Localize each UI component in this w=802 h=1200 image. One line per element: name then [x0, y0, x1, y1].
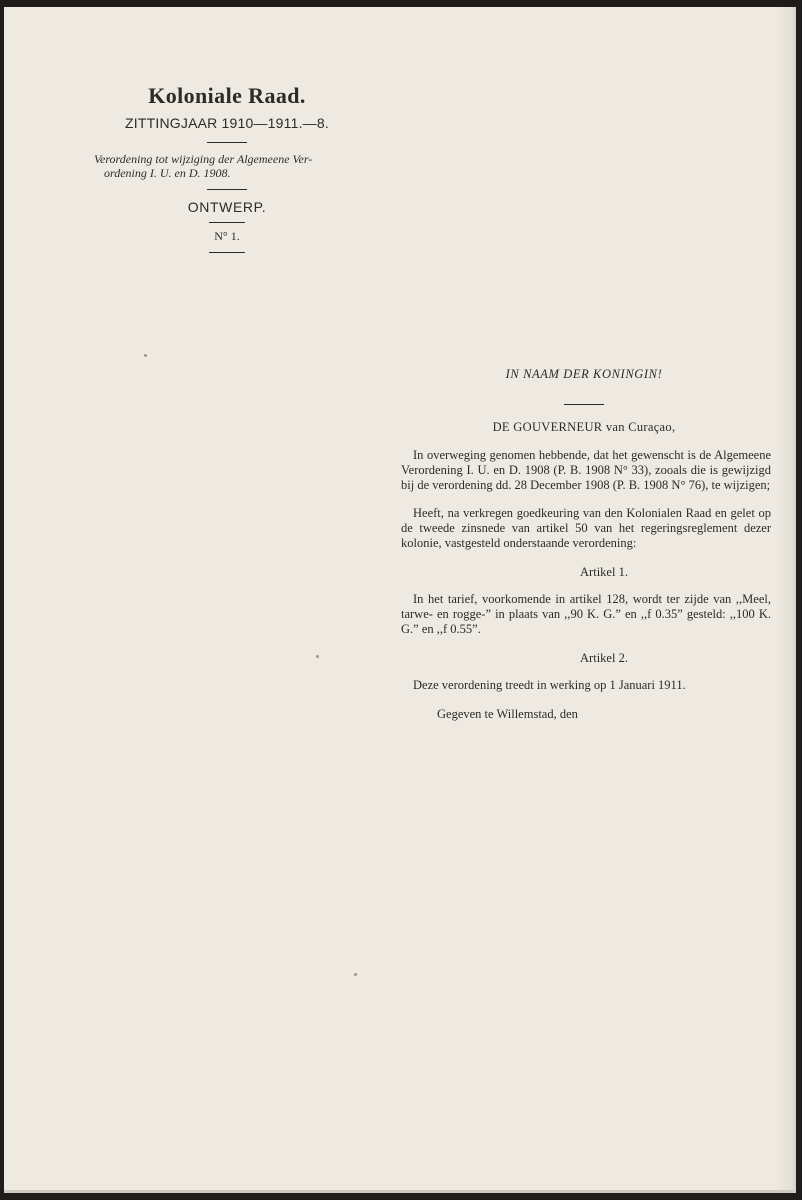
- ordinance-subject: [92, 152, 362, 180]
- subject-line-2: ordening I. U. en D. 1908.: [104, 166, 231, 180]
- council-title: Koloniale Raad.: [148, 83, 306, 108]
- draft-label: ONTWERP.: [187, 199, 267, 215]
- royal-invocation: IN NAAM DER KONINGIN!: [505, 367, 663, 381]
- document-page: [4, 7, 796, 1193]
- draft-divider: [209, 222, 245, 223]
- document-number: N° 1.: [214, 229, 240, 243]
- paper-speck: [144, 354, 147, 357]
- subject-divider: [207, 189, 247, 190]
- enactment-paragraph: Heeft, na verkregen goedkeuring van den Kolonialen Raad en gelet op de tweede zinsnede van artikel 50 van het regeringsreglement dezer kolonie, vastgesteld onderstaande verordening:: [401, 506, 771, 550]
- governor-line: DE GOUVERNEUR van Curaçao,: [492, 420, 676, 434]
- article-2-text: Deze verordening treedt in werking op 1 Januari 1911.: [413, 678, 686, 692]
- session-year: ZITTINGJAAR 1910—1911.—8.: [125, 115, 329, 131]
- article-2-heading: Artikel 2.: [580, 651, 628, 665]
- document-header: [92, 83, 362, 253]
- header-divider: [207, 142, 247, 143]
- paper-speck: [316, 655, 319, 658]
- number-divider: [209, 252, 245, 253]
- given-at-line: Gegeven te Willemstad, den: [437, 707, 578, 721]
- article-1-heading: Artikel 1.: [580, 565, 628, 579]
- page-fold-shadow: [777, 7, 793, 1190]
- invocation-divider: [564, 404, 604, 405]
- article-1-text: In het tarief, voorkomende in artikel 128, wordt ter zijde van ,,Meel, tarwe- en rogge-” in plaats van ,,90 K. G.” en ,,f 0.35” gesteld: ,,100 K. G.” en ,,f 0.55”.: [401, 592, 771, 636]
- subject-line-1: Verordening tot wijziging der Algemeene Ver-: [94, 152, 313, 166]
- ordinance-body: [397, 367, 771, 722]
- paper-speck: [354, 973, 357, 976]
- preamble-paragraph: In overweging genomen hebbende, dat het gewenscht is de Algemeene Verordening I. U. en D. 1908 (P. B. 1908 N° 33), zooals die is gewijzigd bij de verordening dd. 28 December 1908 (P. B. 1908 N° 76), te wijzigen;: [401, 448, 771, 492]
